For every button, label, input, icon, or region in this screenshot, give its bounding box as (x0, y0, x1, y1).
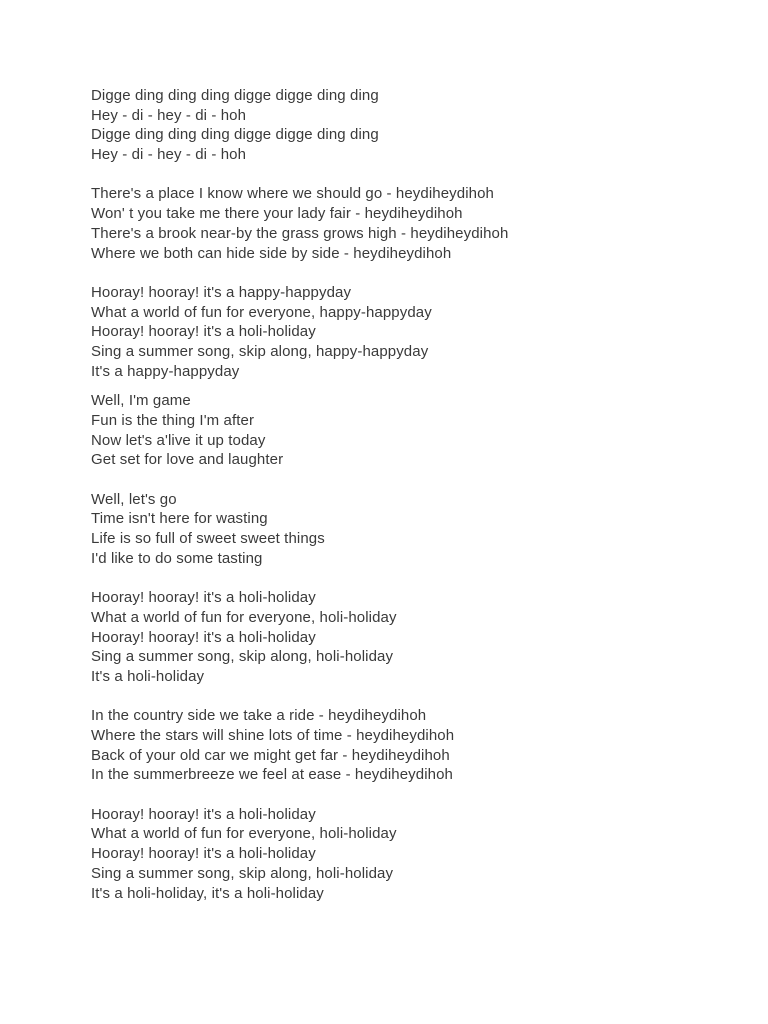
stanza-chorus-2 (91, 588, 711, 686)
lyric-line: Sing a summer song, skip along, happy-happyday (91, 342, 429, 360)
lyric-line: Hooray! hooray! it's a holi-holiday (91, 323, 316, 341)
lyric-line: In the summerbreeze we feel at ease - heydiheydihoh (91, 766, 453, 784)
stanza-chorus-3 (91, 805, 711, 903)
stanza-intro (91, 86, 711, 165)
stanza-gap (91, 687, 711, 707)
lyric-line: What a world of fun for everyone, holi-holiday (91, 825, 397, 843)
lyric-line: There's a brook near-by the grass grows high - heydiheydihoh (91, 224, 509, 242)
lyric-line: Now let's a'live it up today (91, 431, 266, 449)
stanza-verse-2 (91, 706, 711, 785)
lyric-line: Hey - di - hey - di - hoh (91, 146, 247, 164)
stanza-gap (91, 785, 711, 805)
stanza-gap (91, 165, 711, 185)
lyric-line: Digge ding ding ding digge digge ding ding (91, 126, 379, 144)
lyric-line: Well, I'm game (91, 392, 191, 410)
lyric-line: Where we both can hide side by side - heydiheydihoh (91, 244, 452, 262)
lyric-line: Hey - di - hey - di - hoh (91, 106, 247, 124)
stanza-gap (91, 381, 711, 391)
lyric-line: Back of your old car we might get far - heydiheydihoh (91, 746, 450, 764)
lyric-line: There's a place I know where we should go - heydiheydihoh (91, 185, 494, 203)
stanza-gap (91, 569, 711, 589)
lyric-line: Well, let's go (91, 490, 177, 508)
stanza-chorus-1 (91, 283, 711, 381)
lyric-line: Where the stars will shine lots of time - heydiheydihoh (91, 727, 455, 744)
lyric-line: Hooray! hooray! it's a holi-holiday (91, 628, 316, 646)
lyric-line: It's a happy-happyday (91, 362, 240, 380)
lyric-line: Get set for love and laughter (91, 451, 284, 469)
lyric-line: In the country side we take a ride - heydiheydihoh (91, 707, 427, 725)
lyric-line: Sing a summer song, skip along, holi-holiday (91, 648, 394, 666)
lyric-line: I'd like to do some tasting (91, 549, 263, 567)
lyric-line: Hooray! hooray! it's a holi-holiday (91, 805, 316, 823)
lyric-line: It's a holi-holiday, it's a holi-holiday (91, 884, 324, 902)
lyric-line: Hooray! hooray! it's a holi-holiday (91, 589, 316, 607)
stanza-bridge-2 (91, 490, 711, 569)
lyric-line: Sing a summer song, skip along, holi-holiday (91, 864, 394, 882)
lyric-line: Won' t you take me there your lady fair - heydiheydihoh (91, 205, 463, 223)
lyric-line: Life is so full of sweet sweet things (91, 530, 325, 548)
lyric-line: Hooray! hooray! it's a happy-happyday (91, 283, 352, 301)
lyrics-body (91, 86, 711, 903)
lyric-line: What a world of fun for everyone, happy-happyday (91, 303, 432, 321)
lyric-line: It's a holi-holiday (91, 667, 205, 685)
stanza-gap (91, 263, 711, 283)
lyric-line: Digge ding ding ding digge digge ding ding (91, 87, 379, 104)
lyric-line: Time isn't here for wasting (91, 510, 268, 528)
lyric-line: What a world of fun for everyone, holi-holiday (91, 608, 397, 626)
stanza-gap (91, 470, 711, 490)
stanza-bridge-1 (91, 391, 711, 470)
stanza-verse-1 (91, 184, 711, 263)
lyric-line: Hooray! hooray! it's a holi-holiday (91, 845, 316, 863)
lyric-line: Fun is the thing I'm after (91, 412, 255, 429)
